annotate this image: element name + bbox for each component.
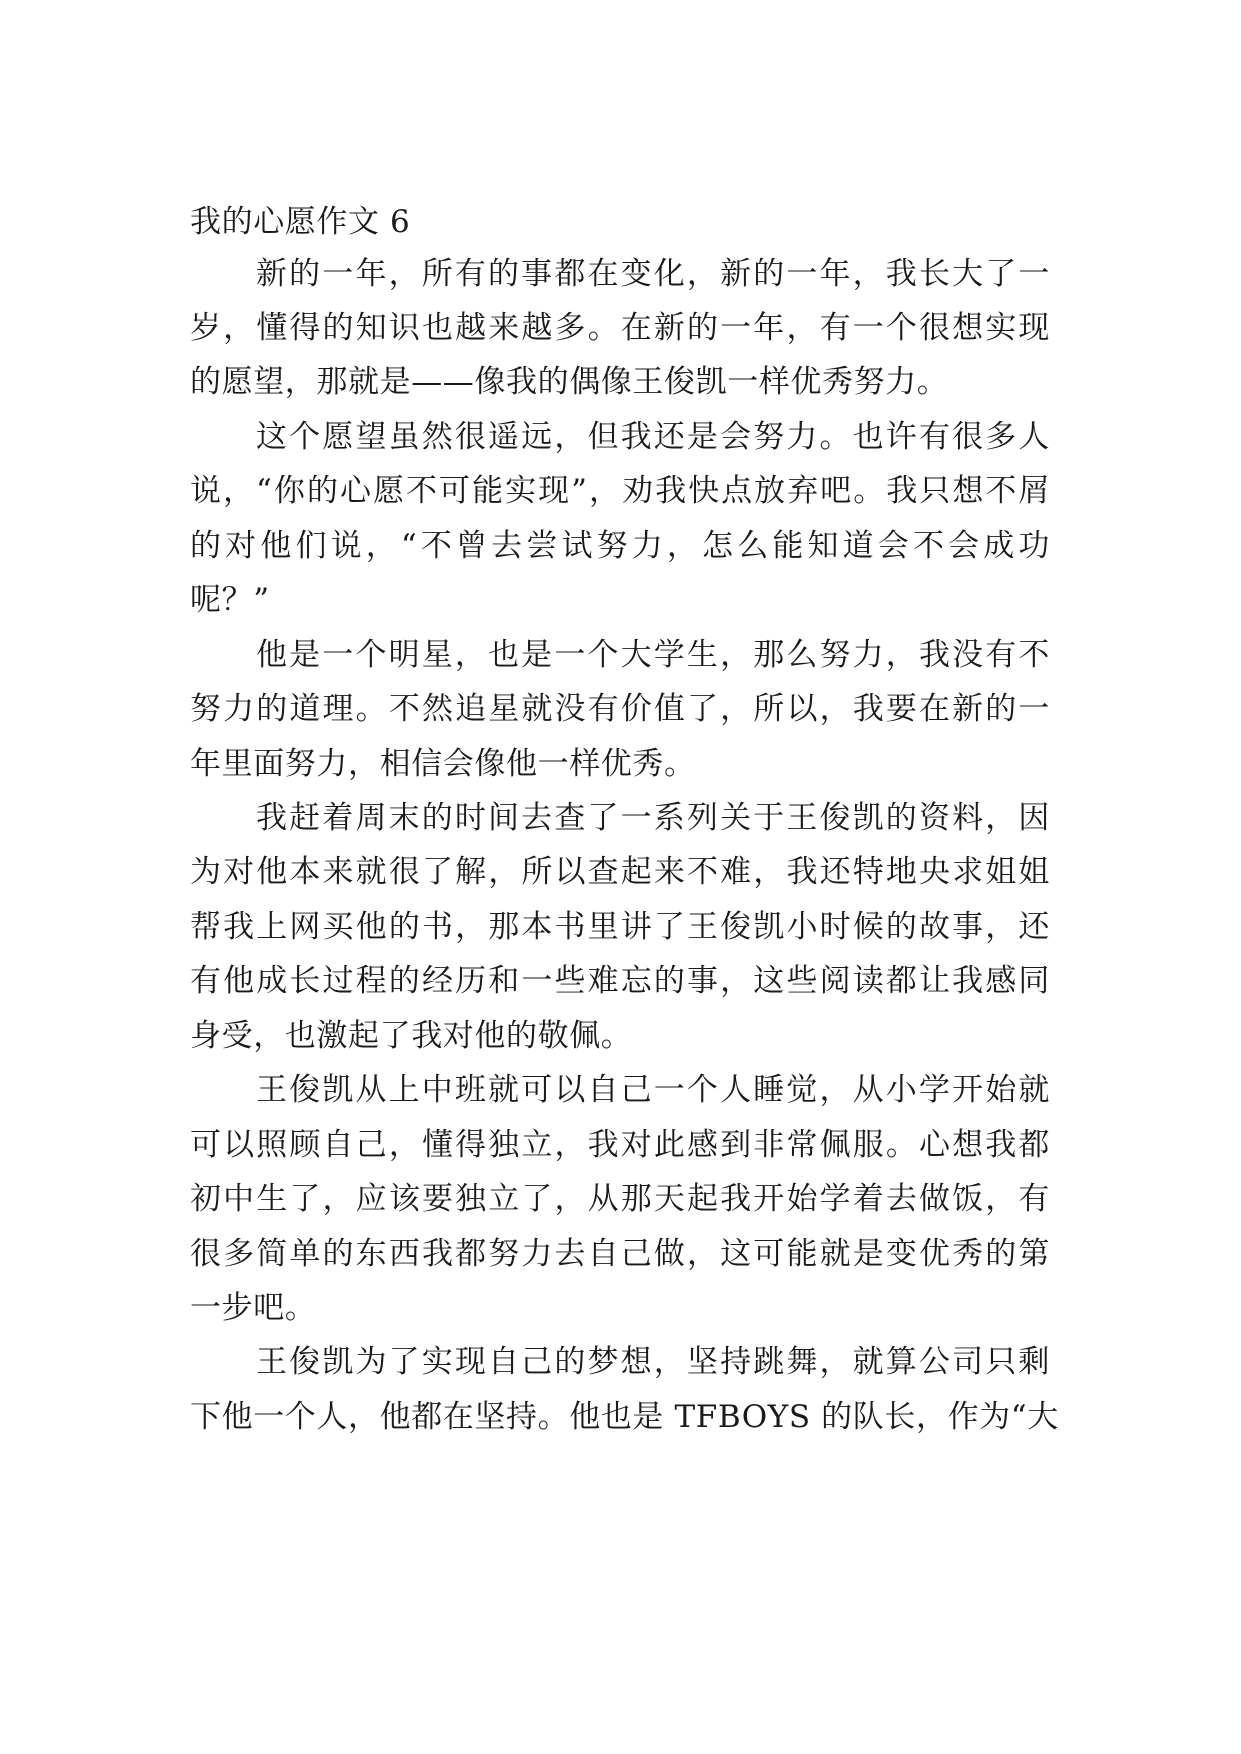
- paragraph-line: 为对他本来就很了解，所以查起来不难，我还特地央求姐姐: [190, 854, 1050, 890]
- paragraph-line: 有他成长过程的经历和一些难忘的事，这些阅读都让我感同: [190, 963, 1050, 999]
- paragraph-line: 下他一个人，他都在坚持。他也是 TFBOYS 的队长，作为“大: [190, 1399, 1059, 1435]
- paragraph-line: 初中生了，应该要独立了，从那天起我开始学着去做饭，有: [190, 1181, 1050, 1217]
- document-title: 我的心愿作文 6: [190, 204, 411, 240]
- paragraph-line: 说，“你的心愿不可能实现”，劝我快点放弃吧。我只想不屑: [190, 473, 1050, 509]
- paragraph-line: 可以照顾自己，懂得独立，我对此感到非常佩服。心想我都: [190, 1127, 1050, 1163]
- paragraph-line: 王俊凯为了实现自己的梦想，坚持跳舞，就算公司只剩: [256, 1344, 1050, 1380]
- paragraph-line: 很多简单的东西我都努力去自己做，这可能就是变优秀的第: [190, 1236, 1050, 1272]
- paragraph-line: 这个愿望虽然很遥远，但我还是会努力。也许有很多人: [256, 419, 1050, 455]
- paragraph-line: 努力的道理。不然追星就没有价值了，所以，我要在新的一: [190, 691, 1050, 727]
- paragraph-line: 帮我上网买他的书，那本书里讲了王俊凯小时候的故事，还: [190, 909, 1050, 945]
- paragraph-line: 岁，懂得的知识也越来越多。在新的一年，有一个很想实现: [190, 310, 1050, 346]
- paragraph-line: 我赶着周末的时间去查了一系列关于王俊凯的资料，因: [256, 800, 1050, 836]
- paragraph-line: 王俊凯从上中班就可以自己一个人睡觉，从小学开始就: [256, 1072, 1050, 1108]
- paragraph-line: 他是一个明星，也是一个大学生，那么努力，我没有不: [256, 637, 1050, 673]
- paragraph-line: 年里面努力，相信会像他一样优秀。: [190, 746, 696, 782]
- paragraph-line: 新的一年，所有的事都在变化，新的一年，我长大了一: [256, 256, 1050, 292]
- paragraph-line: 身受，也激起了我对他的敬佩。: [190, 1018, 633, 1054]
- paragraph-line: 呢？”: [190, 582, 270, 618]
- paragraph-line: 的对他们说，“不曾去尝试努力，怎么能知道会不会成功: [190, 528, 1050, 564]
- paragraph-line: 一步吧。: [190, 1290, 317, 1326]
- paragraph-line: 的愿望，那就是——像我的偶像王俊凯一样优秀努力。: [190, 364, 949, 400]
